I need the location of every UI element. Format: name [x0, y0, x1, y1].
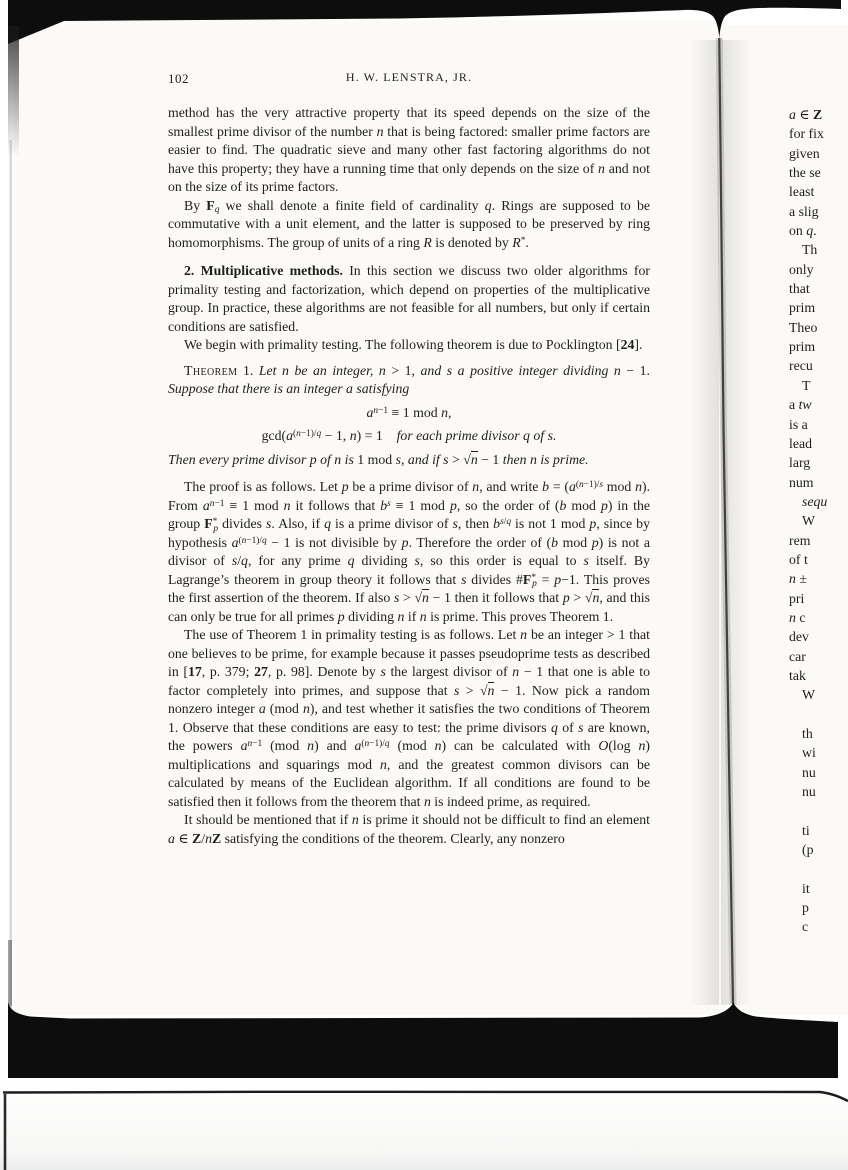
sliver-line: tak: [789, 667, 806, 683]
next-page-sliver: [789, 105, 848, 937]
sliver-line: [789, 705, 848, 724]
sliver-line: nu: [802, 764, 816, 780]
sliver-line: Theo: [789, 319, 818, 335]
sliver-line: W: [802, 687, 816, 703]
sliver-line: wi: [802, 745, 816, 761]
sliver-line: [789, 859, 848, 878]
left-page-edge-shadow: [8, 26, 19, 156]
display-equation: $\gcd(a^{(n-1)/q} - 1$, n) = 1 for each prime divisor q of s.: [261, 428, 557, 443]
sliver-line: rem: [789, 532, 811, 548]
sliver-line: prim: [789, 339, 816, 355]
left-page-edge-dark-bottom: [8, 940, 12, 1006]
sliver-line: num: [789, 474, 814, 490]
sliver-line: on q.: [789, 223, 817, 239]
sliver-line: Th: [802, 242, 818, 258]
page-number: 102: [168, 71, 189, 86]
sliver-line: a ∈ Z: [789, 107, 823, 122]
sliver-line: only: [789, 261, 814, 277]
sliver-line: given: [789, 145, 820, 161]
display-equation: $a^{n-1} \equiv 1$ mod n,: [366, 404, 452, 420]
sliver-line: that: [789, 281, 810, 297]
sliver-line: pri: [789, 590, 805, 606]
paragraph: By $F_q$ we shall denote a finite field of cardinality q. Rings are supposed to be commutative with a unit element, and the latter is supposed to be preserved by ring homomorphisms. The group of units of a ring R is denoted by R*.: [168, 197, 650, 250]
paragraph: Theorem 1. Let n be an integer, n > 1, and s a positive integer dividing n − 1. Suppose that there is an integer a satisfying: [168, 362, 651, 396]
sliver-line: n c: [789, 609, 806, 625]
paragraph: The use of Theorem 1 in primality testing is as follows. Let n be an integer > 1 that one believes to be prime, for example because it passes pseudoprime tests as described in [17, p. 379; 27, p. 98]. Denote by s the largest divisor of n − 1 that one is able to factor completely into primes, and suppose that s > √n − 1. Now pick a random nonzero integer a (mod n), and test whether it satisfies the two conditions of Theorem 1. Observe that these conditions are easy to test: the prime divisors q of s are known, the powers $a^{n-1}$ (mod n) and $a^{(n-1)/q}$ (mod n) can be calculated with O(log n) multiplications and squarings mod n, and the greatest common divisors can be calculated by means of the Euclidean algorithm. If all conditions are found to be satisfied then it follows from the theorem that n is indeed prime, as required.: [168, 627, 651, 809]
sliver-line: the se: [789, 165, 821, 181]
sliver-line: th: [802, 726, 813, 741]
paragraph: We begin with primality testing. The following theorem is due to Pocklington [24].: [184, 337, 643, 352]
sliver-line: for fix: [789, 126, 824, 142]
sliver-line: car: [789, 648, 806, 664]
sliver-line: p: [802, 900, 809, 916]
paragraph: 2. Multiplicative methods. In this section we discuss two older algorithms for primality testing and factorization, which depend on properties of the multiplicative group. In practice, these algorithms are not feasible for all numbers, but only if certain conditions are satisfied.: [168, 263, 650, 334]
sliver-line: a tw: [789, 397, 812, 413]
left-page-edge-line: [10, 140, 13, 1020]
paragraph: The proof is as follows. Let p be a prime divisor of n, and write $b = (a^{(n-1)/s}$ mod n). From $a^{n-1} \equiv 1$ mod n it follows that $b^s \equiv 1$ mod p, so the order of (b mod p) in the group $F^*_p$ divides s. Also, if q is a prime divisor of s, then $b^{s/q}$ is not 1 mod p, since by hypothesis $a^{(n-1)/q} - 1$ is not divisible by p. Therefore the order of (b mod p) is not a divisor of s/q, for any prime q dividing s, so this order is equal to s itself. By Lagrange’s theorem in group theory it follows that s divides $\#F^*_p = p-1$. This proves the first assertion of the theorem. If also s > √n − 1 then it follows that p > √n, and this can only be true for all primes p dividing n if n is prime. This proves Theorem 1.: [168, 479, 651, 624]
sliver-line: (p: [802, 842, 814, 858]
paragraph: It should be mentioned that if n is prime it should not be difficult to find an element a ∈ Z/nZ satisfying the conditions of the theorem. Clearly, any nonzero: [168, 812, 650, 846]
sliver-line: n ±: [789, 571, 807, 587]
sliver-line: larg: [789, 455, 811, 471]
sliver-line: least: [789, 184, 815, 200]
sliver-line: nu: [802, 784, 816, 800]
running-head: H. W. LENSTRA, JR.: [345, 70, 473, 84]
page-body: [168, 104, 650, 848]
sliver-line: ti: [802, 822, 810, 838]
sliver-line: lead: [789, 435, 812, 451]
sliver-line: sequ: [802, 493, 828, 509]
next-scan-paper: [0, 1093, 848, 1170]
sliver-line: is a: [789, 416, 808, 432]
scanner-gap: [0, 1078, 848, 1092]
sliver-line: W: [802, 513, 816, 529]
sliver-line: [789, 801, 848, 820]
sliver-line: dev: [789, 629, 809, 645]
gutter-shade-left: [690, 40, 719, 1005]
sliver-line: c: [802, 919, 809, 935]
sliver-line: of t: [789, 551, 808, 567]
book-page: [168, 70, 650, 848]
paragraph: Then every prime divisor p of n is 1 mod s, and if s > √n − 1 then n is prime.: [168, 451, 589, 467]
sliver-line: T: [802, 377, 811, 393]
sliver-line: a slig: [789, 203, 819, 219]
sliver-line: prim: [789, 300, 816, 316]
running-head-row: [168, 70, 650, 87]
sliver-line: it: [802, 880, 810, 896]
sliver-line: recu: [789, 358, 813, 374]
paragraph: method has the very attractive property that its speed depends on the size of the smallest prime divisor of the number n that is being factored: smaller prime factors are easier to find. The quadratic sieve and many other fast factoring algorithms do not have this property; they have a running time that only depends on the size of n and not on the size of its prime factors.: [168, 105, 650, 194]
